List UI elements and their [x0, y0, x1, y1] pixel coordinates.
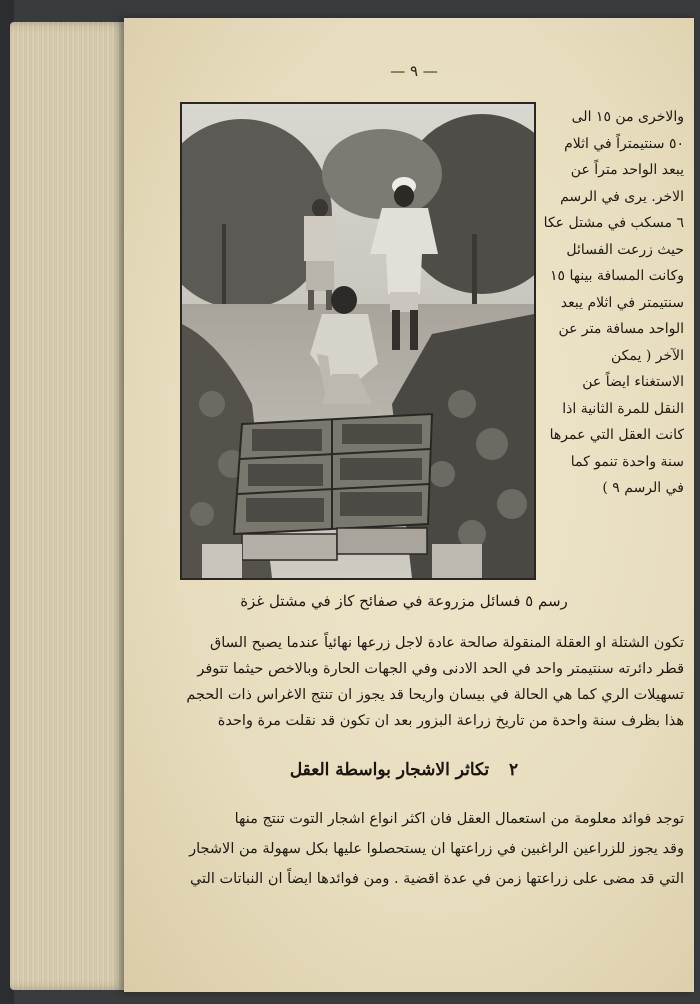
section-number: ٢ [509, 760, 519, 780]
figure-caption: رسم ٥ فسائل مزروعة في صفائح كاز في مشتل غزة [240, 592, 568, 610]
book-page-edges [10, 22, 128, 990]
side-text-line: ٥٠ سنتيمتراً في اثلام [564, 135, 684, 152]
side-text-line: الاخر. يرى في الرسم [560, 188, 684, 205]
body-line: تسهيلات الري كما هي الحالة في بيسان واريحا قد يجوز ان تنتج الاغراس ذات الحجم [186, 687, 684, 703]
side-text-line: الواحد مسافة متر عن [558, 321, 684, 337]
section-title: تكاثر الاشجار بواسطة العقل [289, 760, 490, 780]
side-text-column [532, 104, 684, 502]
side-text-line: كانت العقل التي عمرها [549, 427, 684, 443]
side-text-line: ٦ مسكب في مشتل عكا [543, 215, 684, 231]
body-paragraph-2 [144, 804, 684, 894]
body-line: قطر دائرته سنتيمتر واحد في الحد الادنى وفي الجهات الحارة وبالاخص حيثما تتوفر [197, 661, 684, 677]
page-number: — ٩ — [390, 62, 438, 80]
side-text-line: وكانت المسافة بينها ١٥ [550, 268, 684, 284]
side-text-line: سنة واحدة تنمو كما [570, 453, 684, 470]
body-line: تكون الشتلة او العقلة المنقولة صالحة عادة لاجل زرعها نهائياً عندما يصبح الساق [210, 635, 684, 651]
side-text-line: يبعد الواحد متراً عن [570, 162, 684, 178]
side-text-line: والاخرى من ١٥ الى [571, 109, 684, 125]
side-text-line: الاستغناء ايضاً عن [582, 374, 684, 390]
side-text-line: في الرسم ٩ ) [602, 480, 684, 496]
nursery-photograph [180, 102, 536, 580]
side-text-line: سنتيمتر في اثلام يبعد [560, 294, 684, 311]
book-page [124, 18, 694, 992]
side-text-line: الآخر ( يمكن [611, 347, 684, 364]
body-line: توجد فوائد معلومة من استعمال العقل فان اكثر انواع اشجار التوت تنتج منها [234, 811, 684, 827]
body-line: وقد يجوز للزراعين الراغبين في زراعتها ان يستحصلوا عليها بكل سهولة من الاشجار [189, 841, 684, 857]
section-heading [204, 760, 604, 780]
body-line: هذا بظرف سنة واحدة من تاريخ زراعة البزور بعد ان تكون قد نقلت مرة واحدة [217, 713, 684, 729]
side-text-line: حيث زرعت الفسائل [566, 241, 684, 258]
side-text-line: النقل للمرة الثانية اذا [562, 400, 684, 417]
body-line: التي قد مضى على زراعتها زمن في عدة اقضية . ومن فوائدها ايضاً ان النباتات التي [189, 871, 684, 887]
body-paragraph [144, 630, 684, 734]
